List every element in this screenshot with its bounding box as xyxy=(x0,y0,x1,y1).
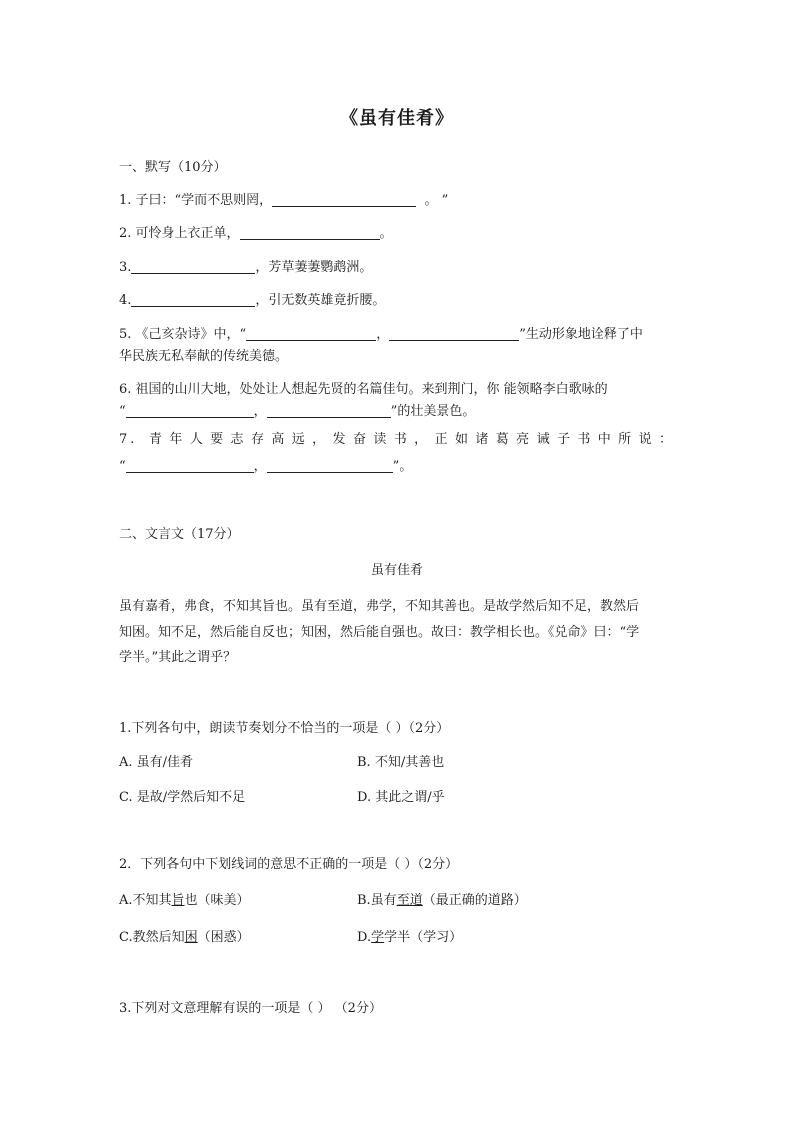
q1-text-end: 。 ” xyxy=(424,193,449,208)
q6-blanks xyxy=(119,400,475,419)
q7-quote-open: “ xyxy=(119,459,126,474)
mc2-option-b[interactable]: B.虽有至道（最正确的道路） xyxy=(357,893,527,908)
q4-text: ，引无数英雄竟折腰。 xyxy=(255,293,386,308)
passage-line-1: 虽有嘉肴，弗食，不知其旨也。虽有至道，弗学，不知其善也。是故学然后知不足，教然后 xyxy=(119,599,640,614)
mc2-stem: 2．下列各句中下划线词的意思不正确的一项是（ ）（2分） xyxy=(119,857,459,872)
mc1-stem: 1.下列各句中，朗读节奏划分不恰当的一项是（ ）（2分） xyxy=(119,721,450,736)
q5-continued: 华民族无私奉献的传统美德。 xyxy=(119,349,289,364)
page-title: 《虽有佳肴》 xyxy=(340,108,454,129)
answer-blank[interactable] xyxy=(267,458,393,473)
q7-text-end: ”。 xyxy=(392,459,413,474)
q7-dictation: 7. 青年人要志存高远，发奋读书，正如诸葛亮诫子书中所说： xyxy=(119,432,675,447)
q5-dictation xyxy=(119,323,643,342)
q4-number: 4. xyxy=(119,293,132,308)
answer-blank[interactable] xyxy=(246,326,376,341)
q2-text: 2. 可怜身上衣正单， xyxy=(119,226,240,241)
underlined-word: 旨 xyxy=(171,893,185,908)
q6-dictation: 6. 祖国的山川大地，处处让人想起先贤的名篇佳句。来到荆门，你 能领略李白歌咏的 xyxy=(119,382,608,397)
mc2-option-d[interactable]: D.学学半（学习） xyxy=(357,930,463,945)
q6-comma: ， xyxy=(253,404,267,419)
underlined-word: 困 xyxy=(184,930,198,945)
q2-text-end: 。 xyxy=(379,226,393,241)
mc2-option-c[interactable]: C.教然后知困（困惑） xyxy=(119,930,250,945)
section1-heading: 一、默写（10分） xyxy=(119,160,227,175)
underlined-word: 学 xyxy=(371,930,385,945)
q6-quote-open: “ xyxy=(119,404,126,419)
answer-blank[interactable] xyxy=(126,458,254,473)
passage-title: 虽有佳肴 xyxy=(370,563,423,578)
answer-blank[interactable] xyxy=(272,192,416,207)
q3-number: 3. xyxy=(119,260,132,275)
mc1-option-a[interactable]: A. 虽有/佳肴 xyxy=(119,755,194,770)
q1-dictation xyxy=(119,189,448,208)
q7-blanks xyxy=(119,455,412,474)
q5-text: 5. 《己亥杂诗》中，“ xyxy=(119,327,247,342)
passage-line-3: 学半。”其此之谓乎？ xyxy=(119,650,237,665)
answer-blank[interactable] xyxy=(240,225,380,240)
mc1-option-d[interactable]: D. 其此之谓/乎 xyxy=(357,790,445,805)
answer-blank[interactable] xyxy=(131,259,255,274)
q3-dictation xyxy=(119,256,372,275)
answer-blank[interactable] xyxy=(267,403,391,418)
q5-text-end: ”生动形象地诠释了中 xyxy=(519,327,643,342)
q5-comma: ， xyxy=(376,327,390,342)
underlined-word: 至道 xyxy=(396,893,423,908)
mc3-stem: 3.下列对文意理解有误的一项是（ ） （2分） xyxy=(119,1001,382,1016)
q6-text-end: ”的壮美景色。 xyxy=(390,404,476,419)
answer-blank[interactable] xyxy=(126,403,254,418)
q3-text: ，芳草萋萋鹦鹉洲。 xyxy=(255,260,373,275)
mc1-option-c[interactable]: C. 是故/学然后知不足 xyxy=(119,790,246,805)
q7-comma: ， xyxy=(253,459,267,474)
q4-dictation xyxy=(119,289,385,308)
answer-blank[interactable] xyxy=(131,292,255,307)
mc2-option-a[interactable]: A.不知其旨也（味美） xyxy=(119,893,250,908)
q1-text: 1. 子曰：“学而不思则罔， xyxy=(119,193,273,208)
q2-dictation xyxy=(119,222,393,241)
mc1-option-b[interactable]: B. 不知/其善也 xyxy=(357,755,445,770)
section2-heading: 二、文言文（17分） xyxy=(119,527,240,542)
answer-blank[interactable] xyxy=(389,326,519,341)
passage-line-2: 知困。知不足，然后能自反也；知困，然后能自强也。故曰：教学相长也。《兑命》曰：“学 xyxy=(119,625,640,640)
